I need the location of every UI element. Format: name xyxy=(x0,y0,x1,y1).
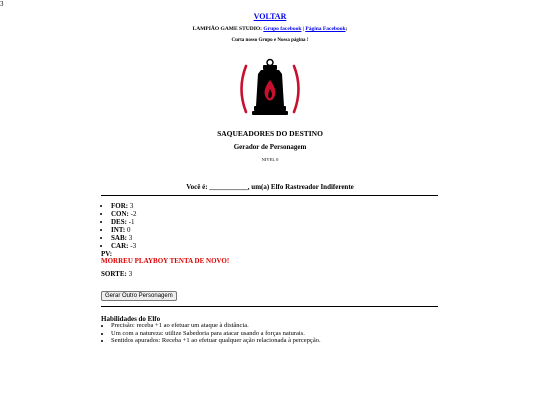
attribute-value: 0 xyxy=(127,226,131,234)
attribute-int xyxy=(111,226,136,234)
luck-line xyxy=(101,270,132,278)
attributes-list xyxy=(101,202,136,250)
attribute-value: -3 xyxy=(130,242,137,250)
studio-suffix: ; xyxy=(345,26,348,32)
attribute-for xyxy=(111,202,136,210)
abilities-list xyxy=(101,322,321,345)
generate-character-button[interactable]: Gerar Outro Personagem xyxy=(101,291,177,301)
back-link[interactable]: VOLTAR xyxy=(253,12,287,21)
attribute-value: 3 xyxy=(128,234,133,242)
back-link-container xyxy=(0,12,540,21)
attribute-des xyxy=(111,218,136,226)
character-description: Você é: ___________, um(a) Elfo Rastreador Indiferente xyxy=(186,183,354,191)
luck-label: SORTE: xyxy=(101,270,127,278)
divider-top xyxy=(101,195,438,196)
attribute-value: -2 xyxy=(130,210,137,218)
attribute-value: -1 xyxy=(128,218,135,226)
attribute-label: CAR: xyxy=(111,242,129,250)
pv-label: PV: xyxy=(101,250,113,258)
facebook-group-link[interactable]: Grupo facebook xyxy=(263,26,302,32)
attribute-label: INT: xyxy=(111,226,126,234)
attribute-label: CON: xyxy=(111,210,129,218)
attribute-con xyxy=(111,210,136,218)
lantern-icon xyxy=(236,58,304,120)
link-separator: | xyxy=(301,26,306,32)
studio-label: LAMPIÃO GAME STUDIO: xyxy=(192,26,262,32)
attribute-label: FOR: xyxy=(111,202,129,210)
ability-item: • Precisão: receba +1 ao efetuar um ataque à distância. xyxy=(111,322,321,330)
facebook-page-link[interactable]: Página Facebook xyxy=(305,26,346,32)
page-title: SAQUEADORES DO DESTINO xyxy=(217,129,323,138)
attribute-label: DES: xyxy=(111,218,127,226)
attribute-label: SAB: xyxy=(111,234,127,242)
page-subtitle: Gerador de Personagem xyxy=(233,143,307,151)
luck-value: 3 xyxy=(128,270,133,278)
ability-item: • Sentidos apurados: Receba +1 ao efetuar qualquer ação relacionada à percepção. xyxy=(111,337,321,345)
divider-bottom xyxy=(101,306,438,307)
corner-text: 3 xyxy=(0,0,4,8)
studio-line xyxy=(0,26,540,32)
attribute-value: 3 xyxy=(129,202,134,210)
attribute-car xyxy=(111,242,136,250)
abilities-title: Habilidades do Elfo xyxy=(101,315,161,323)
ability-item: • Um com a natureza: utilize Sabedoria para atacar usando a forças naturais. xyxy=(111,330,321,338)
pv-message: MORREU PLAYBOY TENTA DE NOVO! xyxy=(101,257,230,265)
attribute-sab xyxy=(111,234,136,242)
level-label: NIVEL 0 xyxy=(261,157,279,162)
follow-text: Curta nosso Grupo e Nossa página ! xyxy=(231,38,309,43)
